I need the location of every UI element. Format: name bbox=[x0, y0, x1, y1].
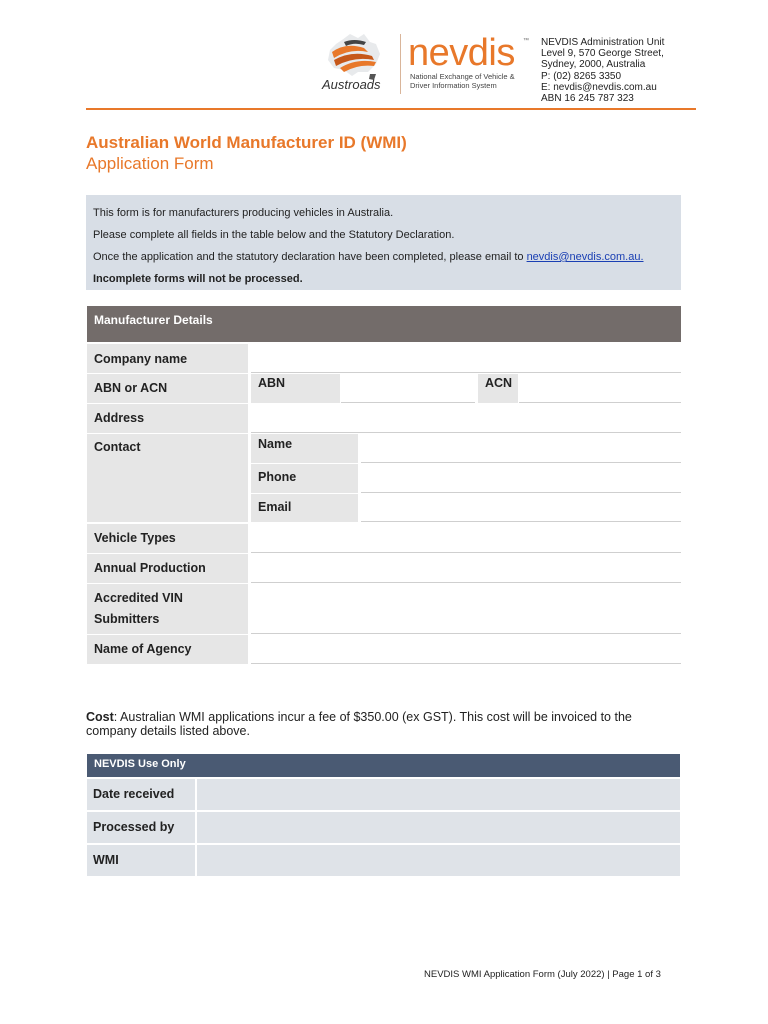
address-line: Sydney, 2000, Australia bbox=[541, 59, 646, 71]
abn-label: ABN bbox=[251, 374, 340, 403]
address-label: Address bbox=[87, 404, 248, 433]
annual-production-label: Annual Production bbox=[87, 554, 248, 583]
processed-by-label: Processed by bbox=[87, 812, 195, 843]
name-of-agency-label: Name of Agency bbox=[87, 635, 248, 664]
processed-by-field[interactable] bbox=[197, 812, 680, 843]
acn-field[interactable] bbox=[519, 374, 681, 403]
annual-production-field[interactable] bbox=[251, 554, 681, 583]
address-line: NEVDIS Administration Unit bbox=[541, 37, 665, 48]
address-line: ABN 16 245 787 323 bbox=[541, 93, 634, 105]
info-line bbox=[93, 246, 674, 268]
abn-field[interactable] bbox=[341, 374, 475, 403]
page-footer: NEVDIS WMI Application Form (July 2022) | Page 1 of 3 bbox=[424, 969, 661, 980]
nevdis-trademark: ™ bbox=[523, 38, 529, 44]
address-field[interactable] bbox=[251, 404, 681, 433]
abn-acn-label: ABN or ACN bbox=[87, 374, 248, 403]
address-line: P: (02) 8265 3350 bbox=[541, 70, 622, 82]
name-of-agency-field[interactable] bbox=[251, 635, 681, 664]
contact-label: Contact bbox=[87, 434, 248, 522]
contact-email-field[interactable] bbox=[361, 494, 681, 522]
header-logos bbox=[318, 30, 533, 98]
accredited-vin-field[interactable] bbox=[251, 584, 681, 634]
info-line-text: Once the application and the statutory declaration have been completed, please email to bbox=[93, 251, 527, 263]
cost-label: Cost bbox=[86, 710, 114, 724]
logo-divider bbox=[400, 34, 401, 94]
abn-row-top-rule bbox=[341, 372, 681, 373]
manufacturer-details-header: Manufacturer Details bbox=[87, 306, 681, 342]
contact-name-label: Name bbox=[251, 434, 358, 463]
address-line: Level 9, 570 George Street, bbox=[541, 48, 664, 60]
contact-top-rule bbox=[361, 432, 681, 433]
email-link[interactable]: nevdis@nevdis.com.au. bbox=[526, 251, 644, 263]
austroads-name: Austroads bbox=[322, 77, 381, 92]
info-box bbox=[86, 195, 681, 290]
header-rule bbox=[86, 108, 696, 110]
page-title: Australian World Manufacturer ID (WMI) bbox=[86, 133, 407, 152]
company-name-field[interactable] bbox=[251, 344, 681, 373]
nevdis-logo: nevdis bbox=[408, 32, 515, 74]
accredited-vin-label-line: Accredited VIN bbox=[94, 591, 183, 605]
acn-label: ACN bbox=[478, 374, 518, 403]
nevdis-tagline-line: Driver Information System bbox=[410, 81, 497, 90]
address-line: E: nevdis@nevdis.com.au bbox=[541, 81, 657, 93]
info-line: This form is for manufacturers producing vehicles in Australia. bbox=[93, 207, 394, 219]
info-warning: Incomplete forms will not be processed. bbox=[93, 273, 303, 285]
nevdis-use-only-header: NEVDIS Use Only bbox=[87, 754, 680, 777]
page-subtitle: Application Form bbox=[86, 154, 214, 173]
info-line: Please complete all fields in the table below and the Statutory Declaration. bbox=[93, 229, 455, 241]
cost-text: : Australian WMI applications incur a fee of $350.00 (ex GST). This cost will be invoiced to the company details listed above. bbox=[86, 710, 632, 738]
accredited-vin-label-line: Submitters bbox=[94, 612, 160, 626]
wmi-field[interactable] bbox=[197, 845, 680, 876]
nevdis-tagline-line: National Exchange of Vehicle & bbox=[410, 72, 515, 81]
contact-phone-field[interactable] bbox=[361, 464, 681, 493]
accredited-vin-label bbox=[87, 584, 248, 634]
contact-phone-label: Phone bbox=[251, 464, 358, 493]
date-received-label: Date received bbox=[87, 779, 195, 810]
wmi-label: WMI bbox=[87, 845, 195, 876]
vehicle-types-field[interactable] bbox=[251, 524, 681, 553]
nevdis-tagline bbox=[410, 72, 540, 90]
vehicle-types-label: Vehicle Types bbox=[87, 524, 248, 553]
contact-name-field[interactable] bbox=[361, 434, 681, 463]
contact-email-label: Email bbox=[251, 494, 358, 522]
date-received-field[interactable] bbox=[197, 779, 680, 810]
address-block bbox=[541, 37, 664, 104]
company-name-label: Company name bbox=[87, 344, 248, 373]
cost-note bbox=[86, 710, 686, 738]
